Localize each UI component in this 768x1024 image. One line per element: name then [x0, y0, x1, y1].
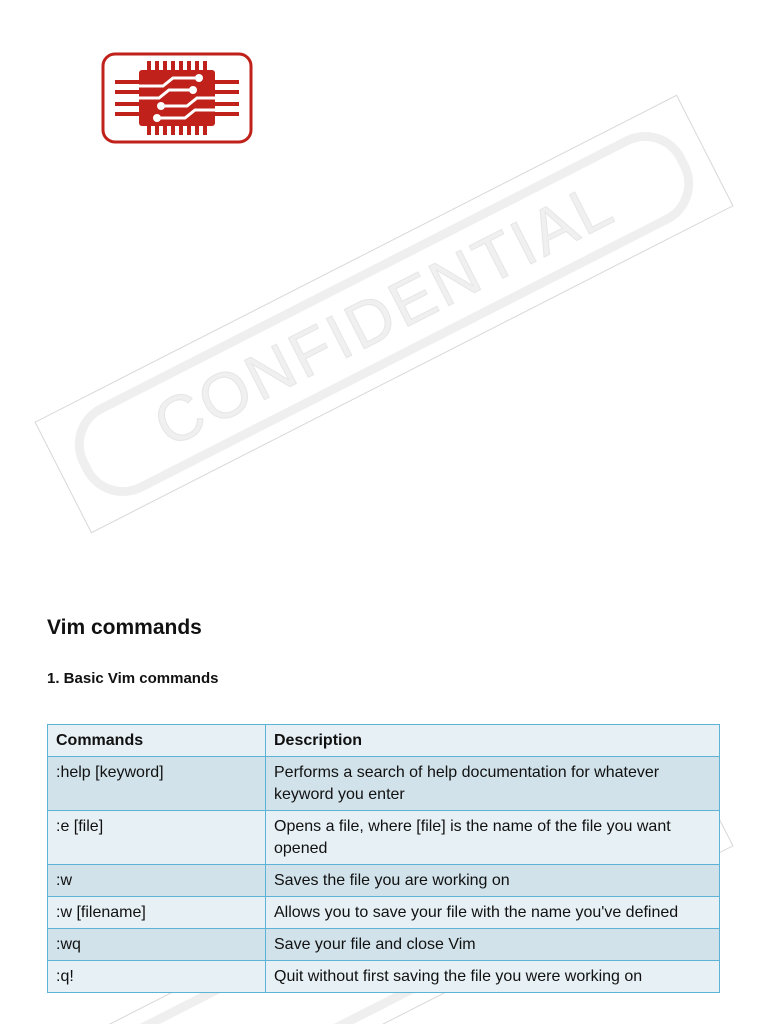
description-cell: Performs a search of help documentation for whatever keyword you enter	[266, 757, 720, 811]
table-row	[48, 811, 720, 865]
table-row	[48, 897, 720, 929]
table-header-row	[48, 725, 720, 757]
description-cell: Save your file and close Vim	[266, 929, 720, 961]
commands-table	[47, 724, 720, 993]
command-cell: :e [file]	[48, 811, 266, 865]
command-cell: :wq	[48, 929, 266, 961]
document-title: Vim commands	[47, 616, 202, 639]
command-cell: :q!	[48, 961, 266, 993]
description-cell: Allows you to save your file with the name you've defined	[266, 897, 720, 929]
watermark-text: CONFIDENTIAL	[142, 167, 626, 461]
table-row	[48, 961, 720, 993]
table-row	[48, 757, 720, 811]
section-title: 1. Basic Vim commands	[47, 670, 219, 687]
circuit-chip-icon	[101, 52, 253, 144]
description-cell: Opens a file, where [file] is the name of the file you want opened	[266, 811, 720, 865]
command-cell: :help [keyword]	[48, 757, 266, 811]
table-row	[48, 929, 720, 961]
table-row	[48, 865, 720, 897]
header-description: Description	[266, 725, 720, 757]
header-commands: Commands	[48, 725, 266, 757]
description-cell: Quit without first saving the file you were working on	[266, 961, 720, 993]
description-cell: Saves the file you are working on	[266, 865, 720, 897]
command-cell: :w	[48, 865, 266, 897]
command-cell: :w [filename]	[48, 897, 266, 929]
